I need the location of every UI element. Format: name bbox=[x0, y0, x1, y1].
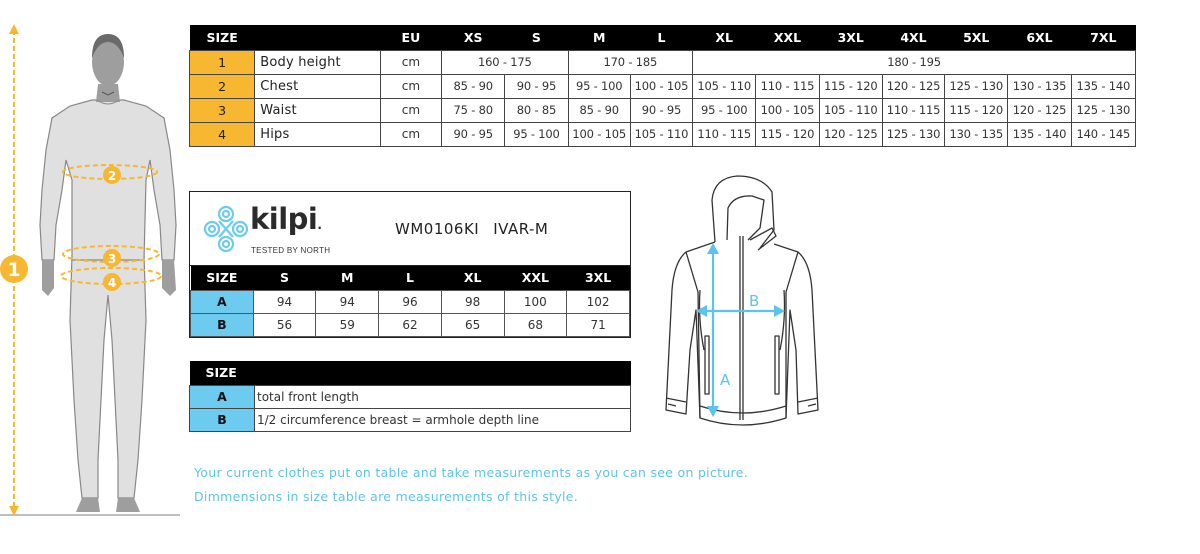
cell: 115 - 120 bbox=[945, 98, 1008, 122]
cell: 95 - 100 bbox=[568, 74, 630, 98]
cell: 120 - 125 bbox=[882, 74, 944, 98]
product-header bbox=[190, 192, 630, 266]
cell: 59 bbox=[316, 313, 379, 336]
cell: 85 - 90 bbox=[568, 98, 630, 122]
col-m: M bbox=[568, 25, 630, 50]
cell: 71 bbox=[567, 313, 630, 336]
header-row bbox=[191, 266, 630, 290]
measurement-legend bbox=[189, 361, 631, 432]
cell: 85 - 90 bbox=[442, 74, 505, 98]
legend-header: SIZE bbox=[190, 361, 631, 385]
row-label: Waist bbox=[255, 98, 381, 122]
cell: 100 - 105 bbox=[568, 122, 630, 146]
cell: 94 bbox=[253, 290, 316, 313]
kilpi-logo bbox=[204, 202, 331, 260]
cell: 115 - 120 bbox=[819, 74, 882, 98]
cell: 125 - 130 bbox=[945, 74, 1008, 98]
cell: 125 - 130 bbox=[882, 122, 944, 146]
height-m-l: 170 - 185 bbox=[568, 50, 693, 74]
col-s: S bbox=[253, 266, 316, 290]
col-xl: XL bbox=[693, 25, 756, 50]
marker-2: 2 bbox=[107, 169, 117, 183]
legend-row-b bbox=[190, 408, 631, 431]
legend-row-a bbox=[190, 385, 631, 408]
celtic-knot-icon bbox=[204, 204, 248, 254]
cell: 68 bbox=[504, 313, 567, 336]
cell: 95 - 100 bbox=[693, 98, 756, 122]
row-number: 4 bbox=[190, 122, 255, 146]
cell: 80 - 85 bbox=[505, 98, 568, 122]
row-key: B bbox=[191, 313, 254, 336]
cell: 120 - 125 bbox=[1008, 98, 1071, 122]
col-xxl: XXL bbox=[756, 25, 819, 50]
col-s: S bbox=[505, 25, 568, 50]
body-measurement-figure bbox=[0, 20, 185, 530]
jacket-label-a: A bbox=[720, 371, 731, 389]
marker-4: 4 bbox=[107, 276, 117, 290]
cell: 130 - 135 bbox=[945, 122, 1008, 146]
cell: 98 bbox=[441, 290, 504, 313]
row-a bbox=[191, 290, 630, 313]
cell: 100 bbox=[504, 290, 567, 313]
col-size: SIZE bbox=[190, 25, 255, 50]
legend-desc: total front length bbox=[255, 385, 631, 408]
cell: 105 - 110 bbox=[630, 122, 692, 146]
cell: 140 - 145 bbox=[1071, 122, 1135, 146]
cell: 110 - 115 bbox=[693, 122, 756, 146]
header-row bbox=[190, 25, 1136, 50]
cell: 105 - 110 bbox=[819, 98, 882, 122]
note-line-2: Dimmensions in size table are measurements of this style. bbox=[194, 489, 579, 504]
legend-key: B bbox=[190, 408, 255, 431]
row-unit: cm bbox=[380, 98, 441, 122]
product-measurements bbox=[190, 266, 630, 337]
row-body-height bbox=[190, 50, 1136, 74]
brand-tagline: TESTED BY NORTH bbox=[251, 246, 331, 255]
row-chest bbox=[190, 74, 1136, 98]
height-xl-7xl: 180 - 195 bbox=[693, 50, 1136, 74]
marker-1: 1 bbox=[7, 259, 21, 281]
cell: 130 - 135 bbox=[1008, 74, 1071, 98]
product-size-table bbox=[189, 191, 631, 338]
row-label: Body height bbox=[255, 50, 381, 74]
cell: 100 - 105 bbox=[756, 98, 819, 122]
height-xs-s: 160 - 175 bbox=[442, 50, 569, 74]
cell: 110 - 115 bbox=[882, 98, 944, 122]
product-name: IVAR-M bbox=[493, 220, 549, 238]
jacket-diagram bbox=[652, 170, 832, 440]
col-xl: XL bbox=[441, 266, 504, 290]
cell: 90 - 95 bbox=[442, 122, 505, 146]
cell: 95 - 100 bbox=[505, 122, 568, 146]
col-3xl: 3XL bbox=[567, 266, 630, 290]
cell: 105 - 110 bbox=[693, 74, 756, 98]
body-size-table bbox=[189, 25, 1136, 147]
row-hips bbox=[190, 122, 1136, 146]
row-label: Hips bbox=[255, 122, 381, 146]
cell: 90 - 95 bbox=[505, 74, 568, 98]
col-label bbox=[255, 25, 381, 50]
cell: 90 - 95 bbox=[630, 98, 692, 122]
header-row bbox=[190, 361, 631, 385]
row-unit: cm bbox=[380, 74, 441, 98]
row-label: Chest bbox=[255, 74, 381, 98]
col-4xl: 4XL bbox=[882, 25, 944, 50]
product-title bbox=[395, 220, 548, 238]
note-line-1: Your current clothes put on table and take measurements as you can see on picture. bbox=[194, 465, 748, 480]
col-l: L bbox=[379, 266, 442, 290]
cell: 125 - 130 bbox=[1071, 98, 1135, 122]
marker-3: 3 bbox=[107, 252, 117, 266]
brand-name: kilpi. bbox=[250, 202, 322, 236]
legend-key: A bbox=[190, 385, 255, 408]
cell: 56 bbox=[253, 313, 316, 336]
row-number: 1 bbox=[190, 50, 255, 74]
row-key: A bbox=[191, 290, 254, 313]
row-number: 2 bbox=[190, 74, 255, 98]
row-unit: cm bbox=[380, 122, 441, 146]
cell: 120 - 125 bbox=[819, 122, 882, 146]
cell: 96 bbox=[379, 290, 442, 313]
jacket-label-b: B bbox=[749, 292, 760, 310]
col-m: M bbox=[316, 266, 379, 290]
col-5xl: 5XL bbox=[945, 25, 1008, 50]
col-3xl: 3XL bbox=[819, 25, 882, 50]
col-xs: XS bbox=[442, 25, 505, 50]
row-unit: cm bbox=[380, 50, 441, 74]
cell: 135 - 140 bbox=[1008, 122, 1071, 146]
col-size: SIZE bbox=[191, 266, 254, 290]
cell: 65 bbox=[441, 313, 504, 336]
col-7xl: 7XL bbox=[1071, 25, 1135, 50]
cell: 102 bbox=[567, 290, 630, 313]
row-number: 3 bbox=[190, 98, 255, 122]
row-b bbox=[191, 313, 630, 336]
cell: 100 - 105 bbox=[630, 74, 692, 98]
col-6xl: 6XL bbox=[1008, 25, 1071, 50]
col-l: L bbox=[630, 25, 692, 50]
cell: 94 bbox=[316, 290, 379, 313]
col-eu: EU bbox=[380, 25, 441, 50]
cell: 135 - 140 bbox=[1071, 74, 1135, 98]
product-code: WM0106KI bbox=[395, 220, 480, 238]
row-waist bbox=[190, 98, 1136, 122]
cell: 62 bbox=[379, 313, 442, 336]
col-xxl: XXL bbox=[504, 266, 567, 290]
legend-desc: 1/2 circumference breast = armhole depth line bbox=[255, 408, 631, 431]
cell: 75 - 80 bbox=[442, 98, 505, 122]
measurement-notes bbox=[194, 461, 748, 509]
cell: 115 - 120 bbox=[756, 122, 819, 146]
cell: 110 - 115 bbox=[756, 74, 819, 98]
